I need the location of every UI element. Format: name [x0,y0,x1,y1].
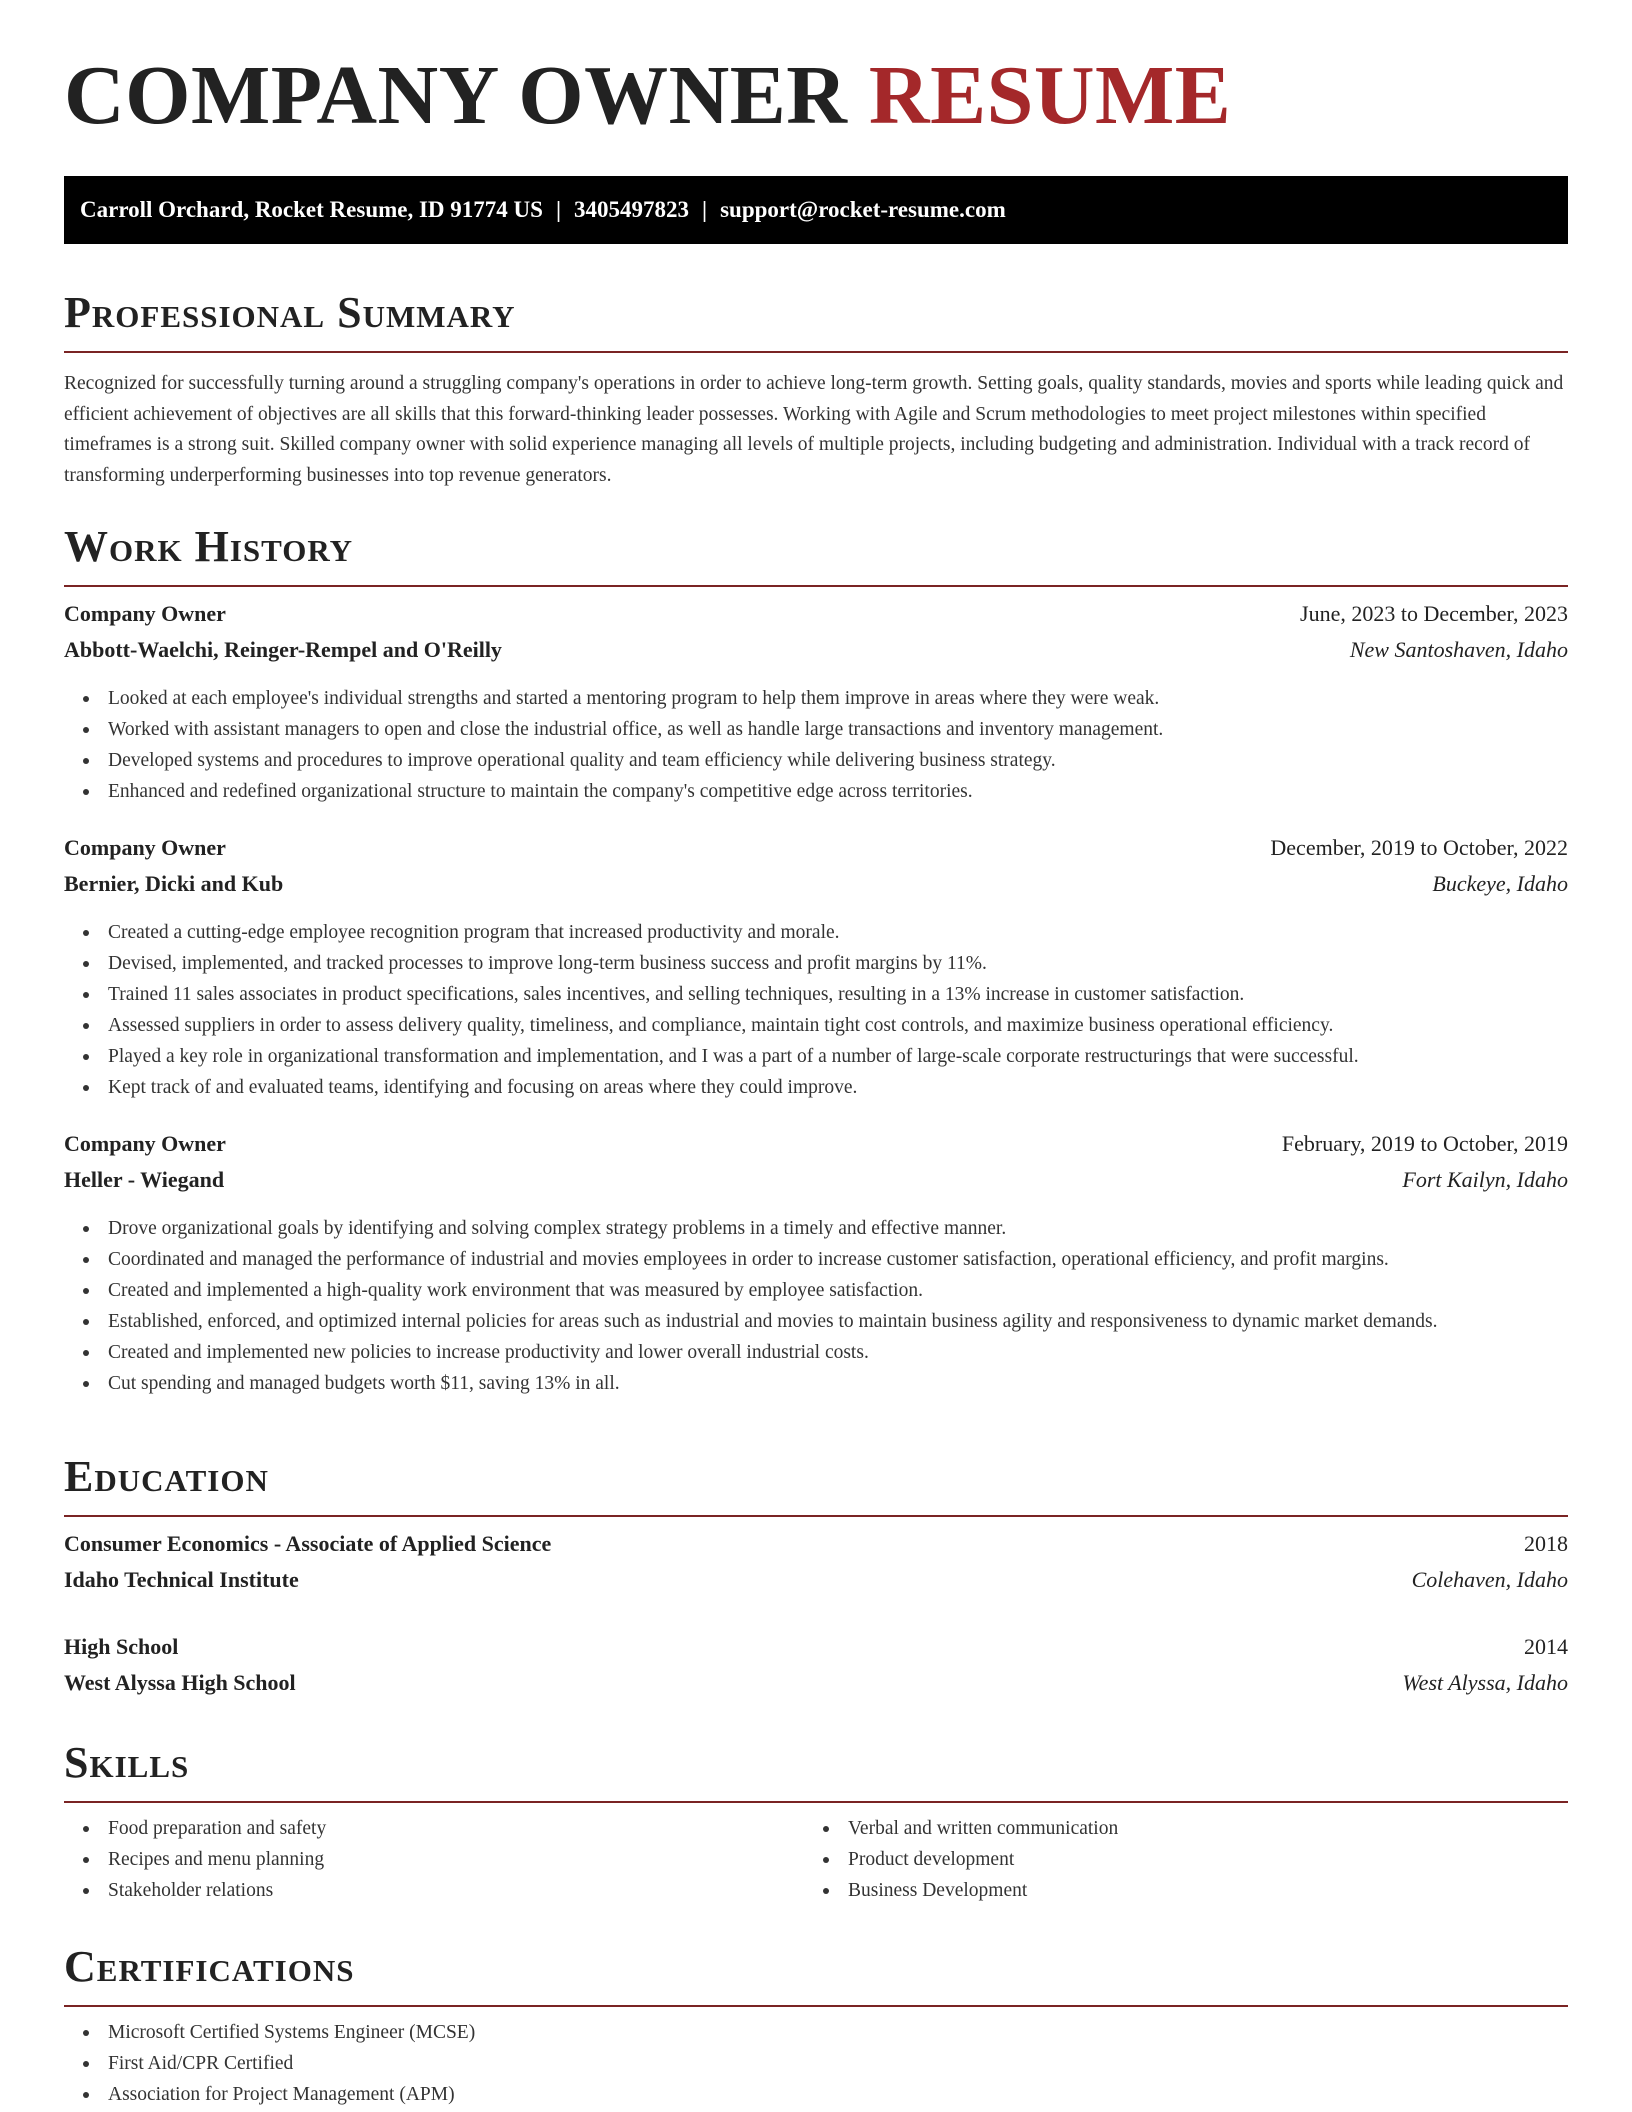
summary-heading: Professional Summary [64,288,516,337]
skill-item: Verbal and written communication [804,1813,1544,1844]
resume-title [64,49,1232,142]
contact-separator: | [555,197,562,222]
section-divider [64,351,1568,353]
skills-section [64,1738,1568,1906]
education-heading: Education [64,1452,269,1501]
section-divider [64,1515,1568,1517]
skills-list-left [64,1813,804,1906]
certifications-heading: Certifications [64,1942,355,1991]
job-bullet: Kept track of and evaluated teams, identifying and focusing on areas where they could improve. [64,1072,1568,1103]
job-bullet: Cut spending and managed budgets worth $11, saving 13% in all. [64,1368,1568,1399]
certification-item: Association for Project Management (APM) [64,2079,1568,2110]
section-divider [64,585,1568,587]
job-title: Company Owner [64,1131,226,1156]
job-bullet: Created a cutting-edge employee recognition program that increased productivity and morale. [64,917,1568,948]
job-entry [64,601,1568,807]
education-entry [64,1531,1568,1603]
job-bullet: Created and implemented a high-quality work environment that was measured by employee satisfaction. [64,1275,1568,1306]
job-bullet-list [64,1213,1568,1399]
skill-item: Food preparation and safety [64,1813,804,1844]
job-dates: June, 2023 to December, 2023 [1300,601,1568,626]
job-title: Company Owner [64,601,226,626]
skills-list-right [804,1813,1544,1906]
certifications-section [64,1942,1568,2110]
title-accent: RESUME [868,49,1232,142]
skill-item: Business Development [804,1875,1544,1906]
education-degree: Consumer Economics - Associate of Applied Science [64,1531,552,1556]
job-bullet: Established, enforced, and optimized internal policies for areas such as industrial and movies to maintain business agility and responsiveness to dynamic market demands. [64,1306,1568,1337]
education-location: West Alyssa, Idaho [1402,1670,1568,1695]
contact-address: Carroll Orchard, Rocket Resume, ID 91774 US [80,197,543,222]
job-bullet: Worked with assistant managers to open and close the industrial office, as well as handle large transactions and inventory management. [64,714,1568,745]
contact-separator: | [702,197,708,222]
education-school: West Alyssa High School [64,1670,296,1695]
skill-item: Product development [804,1844,1544,1875]
job-dates: December, 2019 to October, 2022 [1270,835,1568,860]
job-bullet: Devised, implemented, and tracked processes to improve long-term business success and profit margins by 11%. [64,948,1568,979]
job-entry [64,1131,1568,1399]
job-location: New Santoshaven, Idaho [1349,637,1568,662]
education-year: 2014 [1524,1634,1568,1659]
summary-text: Recognized for successfully turning around a struggling company's operations in order to achieve long-term growth. Setting goals, quality standards, movies and sports while leading quick and efficient achievement of objectives are all skills that this forward-thinking leader possesses. Working with Agile and Scrum methodologies to meet project milestones within specified timeframes is a strong suit. Skilled company owner with solid experience managing all levels of multiple projects, including budgeting and administration. Individual with a track record of transforming underperforming businesses into top revenue generators. [64,373,1564,486]
education-location: Colehaven, Idaho [1411,1567,1568,1592]
job-entry [64,835,1568,1103]
job-bullet-list [64,917,1568,1103]
education-year: 2018 [1524,1531,1568,1556]
job-bullet: Assessed suppliers in order to assess delivery quality, timeliness, and compliance, maintain tight cost controls, and maximize business operational efficiency. [64,1010,1568,1041]
job-company: Heller - Wiegand [64,1167,225,1192]
certification-item: First Aid/CPR Certified [64,2048,1568,2079]
job-bullet: Enhanced and redefined organizational structure to maintain the company's competitive edge across territories. [64,776,1568,807]
contact-email: support@rocket-resume.com [720,197,1006,222]
job-bullet: Played a key role in organizational transformation and implementation, and I was a part of a number of large-scale corporate restructurings that were successful. [64,1041,1568,1072]
job-bullet: Developed systems and procedures to improve operational quality and team efficiency while delivering business strategy. [64,745,1568,776]
education-entry [64,1634,1568,1706]
job-company: Bernier, Dicki and Kub [64,871,284,896]
job-bullet: Created and implemented new policies to increase productivity and lower overall industrial costs. [64,1337,1568,1368]
contact-phone: 3405497823 [574,197,690,222]
job-location: Fort Kailyn, Idaho [1402,1167,1568,1192]
work-history-heading: Work History [64,522,354,571]
certification-item: Microsoft Certified Systems Engineer (MCSE) [64,2017,1568,2048]
certifications-list [64,2017,1568,2110]
job-bullet-list [64,683,1568,807]
section-divider [64,2005,1568,2007]
section-divider [64,1801,1568,1803]
job-company: Abbott-Waelchi, Reinger-Rempel and O'Reilly [64,637,502,662]
skills-heading: Skills [64,1738,190,1787]
contact-bar [64,176,1568,244]
job-location: Buckeye, Idaho [1432,871,1568,896]
job-bullet: Coordinated and managed the performance of industrial and movies employees in order to increase customer satisfaction, operational efficiency, and profit margins. [64,1244,1568,1275]
summary-section [64,288,1568,491]
skills-grid [64,1813,1568,1906]
skill-item: Recipes and menu planning [64,1844,804,1875]
job-bullet: Drove organizational goals by identifying and solving complex strategy problems in a timely and effective manner. [64,1213,1568,1244]
skill-item: Stakeholder relations [64,1875,804,1906]
job-bullet: Looked at each employee's individual strengths and started a mentoring program to help them improve in areas where they were weak. [64,683,1568,714]
job-bullet: Trained 11 sales associates in product specifications, sales incentives, and selling techniques, resulting in a 13% increase in customer satisfaction. [64,979,1568,1010]
work-history-section [64,522,1568,1399]
title-main: COMPANY OWNER [64,49,848,142]
education-degree: High School [64,1634,179,1659]
job-title: Company Owner [64,835,226,860]
education-section [64,1452,1568,1706]
education-school: Idaho Technical Institute [64,1567,299,1592]
job-dates: February, 2019 to October, 2019 [1281,1131,1568,1156]
